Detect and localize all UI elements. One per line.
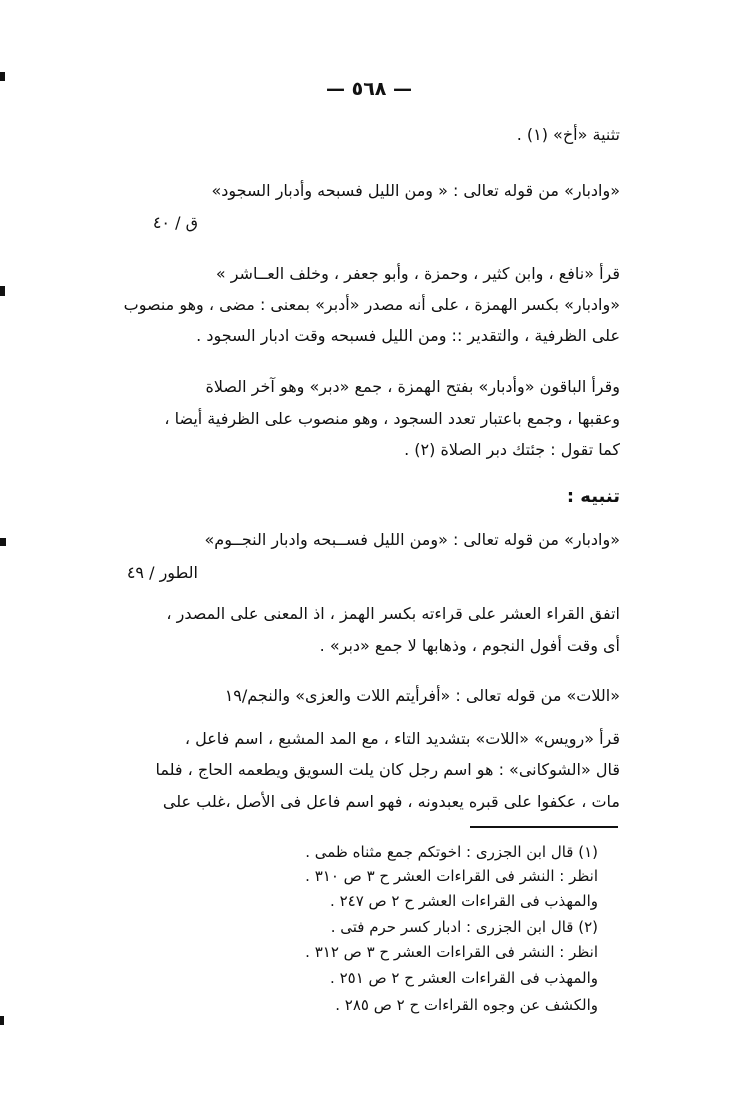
text-line-18: مات ، عكفوا على قبره يعبدونه ، فهو اسم فاعل فى الأصل ،غلب على: [162, 792, 620, 811]
surah-reference-qaf: ق / ٤٠: [152, 213, 198, 232]
text-line-8: وعقبها ، وجمع باعتبار تعدد السجود ، وهو منصوب على الظرفية أيضا ،: [164, 409, 620, 428]
footnote-line-3: والمهذب فى القراءات العشر ح ٢ ص ٢٤٧ .: [330, 892, 598, 910]
text-line-11: «وادبار» من قوله تعالى : «ومن الليل فســبحه وادبار النجــوم»: [204, 530, 620, 549]
footnote-line-1: (١) قال ابن الجزرى : اخوتكم جمع مثناه ظمى .: [305, 843, 598, 861]
text-line-9: كما تقول : جئتك دبر الصلاة (٢) .: [404, 440, 620, 459]
surah-reference-tur: الطور / ٤٩: [126, 563, 198, 582]
text-line-5: «وادبار» بكسر الهمزة ، على أنه مصدر «أدبر» بمعنى : مضى ، وهو منصوب: [123, 295, 620, 314]
text-line-2: «وادبار» من قوله تعالى : « ومن الليل فسبحه وأدبار السجود»: [211, 181, 620, 200]
scan-mark: [0, 538, 6, 546]
text-line-6: على الظرفية ، والتقدير :: ومن الليل فسبحه وقت ادبار السجود .: [196, 326, 620, 345]
footnote-line-7: والكشف عن وجوه القراءات ح ٢ ص ٢٨٥ .: [335, 996, 598, 1014]
scan-mark: [0, 286, 5, 296]
footnote-divider: [470, 826, 618, 828]
page-number: — ٥٦٨ —: [325, 78, 413, 100]
text-line-4: قرأ «نافع ، وابن كثير ، وحمزة ، وأبو جعفر ، وخلف العــاشر »: [215, 264, 620, 283]
footnote-line-4: (٢) قال ابن الجزرى : ادبار كسر حرم فتى .: [330, 918, 598, 936]
footnote-line-6: والمهذب فى القراءات العشر ح ٢ ص ٢٥١ .: [330, 969, 598, 987]
section-heading: تنبيه :: [566, 486, 620, 507]
footnote-line-5: انظر : النشر فى القراءات العشر ح ٣ ص ٣١٢ .: [305, 943, 598, 961]
text-line-7: وقرأ الباقون «وأدبار» بفتح الهمزة ، جمع «دبر» وهو آخر الصلاة: [205, 377, 620, 396]
text-line-17: قال «الشوكانى» : هو اسم رجل كان يلت السويق ويطعمه الحاج ، فلما: [155, 760, 620, 779]
text-line-14: أى وقت أفول النجوم ، وذهابها لا جمع «دبر» .: [319, 636, 620, 655]
text-line-16: قرأ «رويس» «اللات» بتشديد التاء ، مع المد المشبع ، اسم فاعل ،: [184, 729, 620, 748]
text-line-13: اتفق القراء العشر على قراءته بكسر الهمز ، اذ المعنى على المصدر ،: [166, 604, 620, 623]
footnote-line-2: انظر : النشر فى القراءات العشر ح ٣ ص ٣١٠ .: [305, 867, 598, 885]
scan-mark: [0, 1016, 4, 1025]
scan-mark: [0, 72, 5, 81]
text-line-1: تثنية «أخ» (١) .: [516, 125, 620, 144]
text-line-15: «اللات» من قوله تعالى : «أفرأيتم اللات والعزى» والنجم/١٩: [224, 686, 620, 705]
